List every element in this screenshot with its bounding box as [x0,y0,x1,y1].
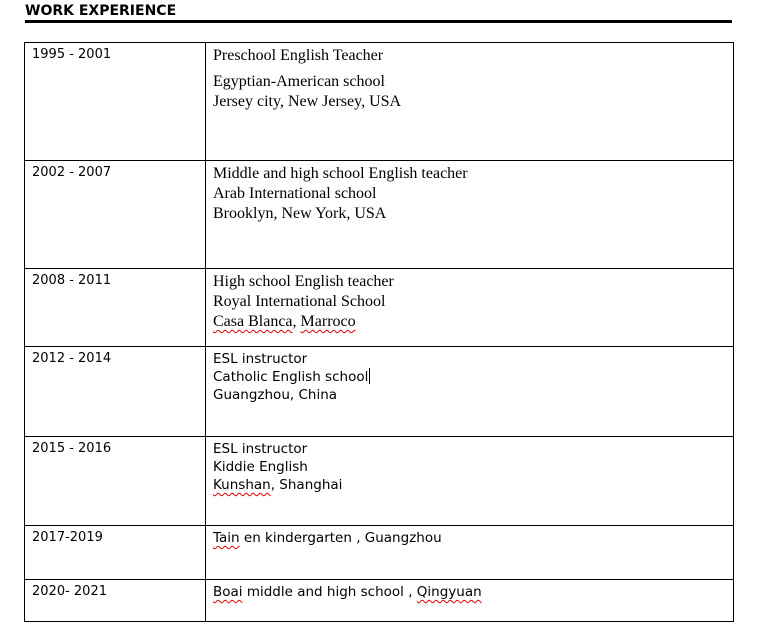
job-title: ESL instructor [213,351,308,367]
separator: , [292,313,301,330]
job-entry-middle: middle and high school , [242,584,417,600]
employer: Royal International School [213,293,386,310]
location [213,476,733,494]
job-entry [213,583,733,601]
detail-cell[interactable] [206,347,734,437]
employer: Kiddie English [213,459,308,475]
detail-cell[interactable] [206,526,734,580]
table-row [25,43,734,161]
detail-cell[interactable] [206,580,734,622]
job-title: High school English teacher [213,273,394,290]
misspelled-word[interactable]: Tain [213,530,240,546]
date-cell[interactable] [25,437,206,526]
job-entry-rest: en kindergarten , Guangzhou [239,530,442,546]
employer: Egyptian-American school [213,73,385,90]
misspelled-word[interactable]: Qingyuan [416,584,482,600]
job-entry [213,529,733,547]
detail-cell[interactable] [206,437,734,526]
date-cell[interactable] [25,526,206,580]
employer [213,368,733,386]
table-row [25,347,734,437]
date-text: 2015 - 2016 [32,441,112,456]
location: Brooklyn, New York, USA [213,205,387,222]
misspelled-word[interactable]: Marroco [300,313,356,330]
detail-cell[interactable] [206,161,734,269]
date-text: 2020- 2021 [32,584,107,599]
job-title: Middle and high school English teacher [213,165,468,182]
employer: Arab International school [213,185,377,202]
table-row [25,161,734,269]
table-row [25,437,734,526]
date-cell[interactable] [25,43,206,161]
detail-cell[interactable] [206,43,734,161]
misspelled-word[interactable]: Casa Blanca [213,313,293,330]
date-text: 2002 - 2007 [32,165,112,180]
text-cursor [369,368,370,384]
date-text: 2017-2019 [32,530,103,545]
misspelled-word[interactable]: Kunshan [213,477,271,493]
date-cell[interactable] [25,580,206,622]
location: Guangzhou, China [213,387,338,403]
job-title: ESL instructor [213,441,308,457]
date-cell[interactable] [25,161,206,269]
detail-cell[interactable] [206,269,734,347]
section-heading: WORK EXPERIENCE [25,3,177,19]
heading-rule [25,20,732,23]
date-text: 2012 - 2014 [32,351,112,366]
location [213,312,733,332]
job-title: Preschool English Teacher [213,47,384,64]
location: Jersey city, New Jersey, USA [213,93,402,110]
location-rest: , Shanghai [270,477,343,493]
table-row [25,526,734,580]
date-cell[interactable] [25,347,206,437]
date-cell[interactable] [25,269,206,347]
work-experience-table [24,42,734,622]
employer-text: Catholic English school [213,369,369,385]
table-row [25,269,734,347]
date-text: 1995 - 2001 [32,47,112,62]
table-row [25,580,734,622]
date-text: 2008 - 2011 [32,273,112,288]
misspelled-word[interactable]: Boai [213,584,243,600]
